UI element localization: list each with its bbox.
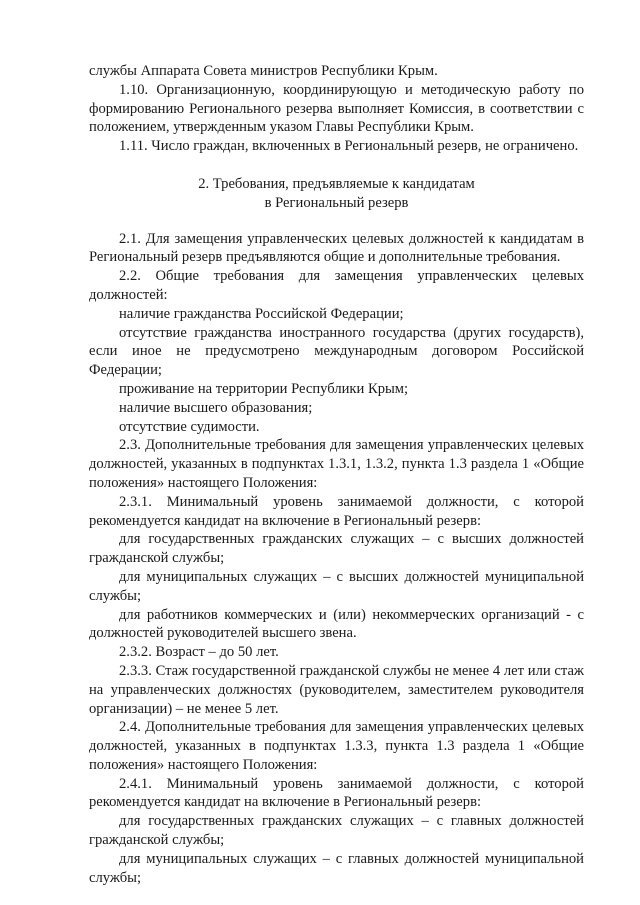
section-heading-line-2: в Региональный резерв <box>264 194 409 211</box>
requirement-item: для государственных гражданских служащих – с главных должностей гражданской службы; <box>89 813 584 849</box>
paragraph-2-2: 2.2. Общие требования для замещения управленческих целевых должностей: <box>89 268 584 303</box>
section-heading <box>89 175 584 213</box>
section-heading-line-1: 2. Требования, предъявляемые к кандидатам <box>198 175 475 192</box>
paragraph-2-3-3: 2.3.3. Стаж государственной гражданской службы не менее 4 лет или стаж на управленческих должностях (руководителем, заместителем руководителя организации) – не менее 5 лет. <box>89 662 584 717</box>
requirement-item: для муниципальных служащих – с высших должностей муниципальной службы; <box>89 568 584 604</box>
paragraph-2-3-1: 2.3.1. Минимальный уровень занимаемой должности, с которой рекомендуется кандидат на включение в Региональный резерв: <box>89 493 584 529</box>
paragraph-1-10: 1.10. Организационную, координирующую и методическую работу по формированию Регионального резерва выполняет Комиссия, в соответствии с положением, утвержденным указом Главы Республики Крым. <box>89 81 584 136</box>
requirement-item: для государственных гражданских служащих – с высших должностей гражданской службы; <box>89 531 584 567</box>
paragraph-2-3-2: 2.3.2. Возраст – до 50 лет. <box>119 644 279 661</box>
requirement-item: отсутствие судимости. <box>119 418 260 435</box>
paragraph-2-1: 2.1. Для замещения управленческих целевых должностей к кандидатам в Региональный резерв предъявляются общие и дополнительные требования. <box>89 230 584 266</box>
paragraph-continuation: службы Аппарата Совета министров Республики Крым. <box>89 63 438 79</box>
requirement-item: наличие гражданства Российской Федерации; <box>119 305 404 322</box>
requirement-item: для работников коммерческих и (или) некоммерческих организаций - с должностей руководителей высшего звена. <box>89 606 584 642</box>
paragraph-2-4: 2.4. Дополнительные требования для замещения управленческих целевых должностей, указанных в подпунктах 1.3.3, пункта 1.3 раздела 1 «Общие положения» настоящего Положения: <box>89 719 584 773</box>
requirement-item: проживание на территории Республики Крым; <box>119 380 409 397</box>
requirement-item: для муниципальных служащих – с главных должностей муниципальной службы; <box>89 850 584 886</box>
requirement-item: наличие высшего образования; <box>119 399 313 416</box>
paragraph-1-11: 1.11. Число граждан, включенных в Региональный резерв, не ограничено. <box>119 138 579 155</box>
requirement-item: отсутствие гражданства иностранного государства (других государств), если иное не предусмотрено международным договором Российской Федерации; <box>89 324 584 379</box>
paragraph-2-3: 2.3. Дополнительные требования для замещения управленческих целевых должностей, указанных в подпунктах 1.3.1, 1.3.2, пункта 1.3 раздела 1 «Общие положения» настоящего Положения: <box>89 437 584 491</box>
paragraph-2-4-1: 2.4.1. Минимальный уровень занимаемой должности, с которой рекомендуется кандидат на включение в Региональный резерв: <box>89 775 584 811</box>
